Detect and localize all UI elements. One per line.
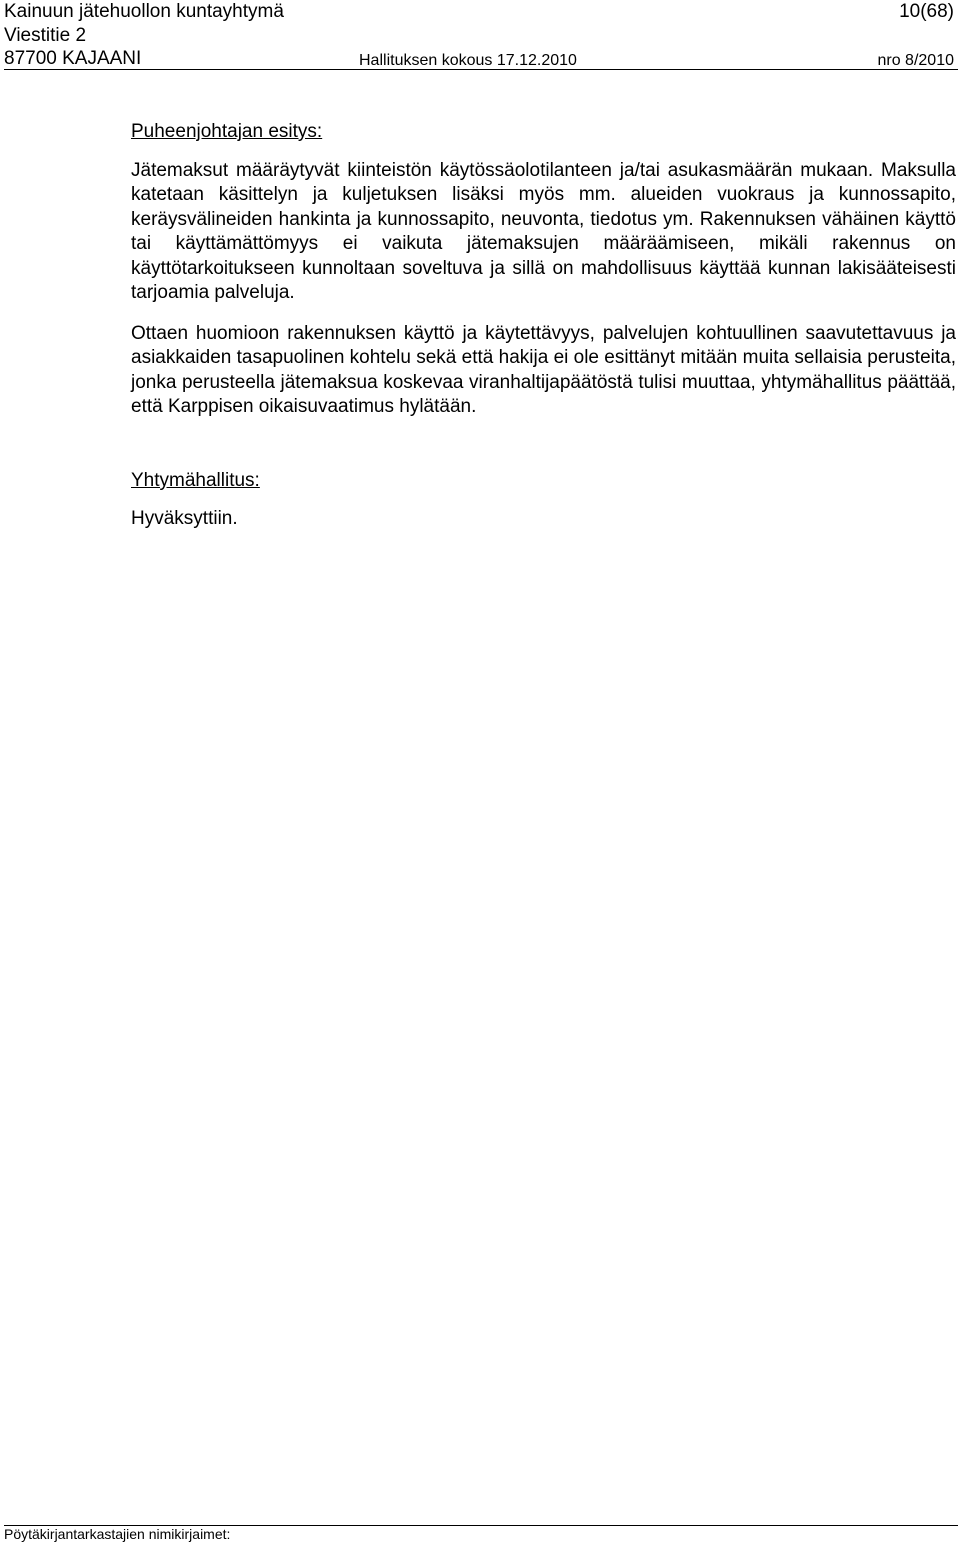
street-address: Viestitie 2 (4, 25, 87, 46)
meeting-title: Hallituksen kokous 17.12.2010 (359, 52, 577, 69)
postal-city: 87700 KAJAANI (4, 48, 142, 69)
proposal-heading: Puheenjohtajan esitys: (131, 121, 323, 142)
organization-name: Kainuun jätehuollon kuntayhtymä (4, 1, 284, 22)
board-decision: Hyväksyttiin. (131, 508, 238, 529)
proposal-paragraph-1: Jätemaksut määräytyvät kiinteistön käytössäolotilanteen ja/tai asukasmäärän mukaan. Maksulla katetaan käsittelyn ja kuljetuksen lisäksi myös mm. alueiden vuokraus ja kunnossapito, keräysvälineiden hankinta ja kunnossapito, neuvonta, tiedotus ym. Rakennuksen vähäinen käyttö tai käyttämättömyys ei vaikuta jätemaksujen määräämiseen, mikäli rakennus on käyttötarkoitukseen kunnoltaan soveltuva ja sillä on mahdollisuus käyttää kunnan lakisääteisesti tarjoamia palveluja. (131, 160, 956, 304)
page-number: 10(68) (899, 1, 954, 22)
header-divider (4, 69, 958, 70)
document-number: nro 8/2010 (877, 52, 954, 69)
footer-initials-label: Pöytäkirjantarkastajien nimikirjaimet: (4, 1526, 231, 1542)
proposal-paragraph-2: Ottaen huomioon rakennuksen käyttö ja käytettävyys, palvelujen kohtuullinen saavutettavuus ja asiakkaiden tasapuolinen kohtelu sekä että hakija ei ole esittänyt mitään muita sellaisia perusteita, jonka perusteella jätemaksua koskevaa viranhaltijapäätöstä tulisi muuttaa, yhtymähallitus päättää, että Karppisen oikaisuvaatimus hylätään. (131, 323, 956, 418)
board-heading: Yhtymähallitus: (131, 470, 260, 491)
